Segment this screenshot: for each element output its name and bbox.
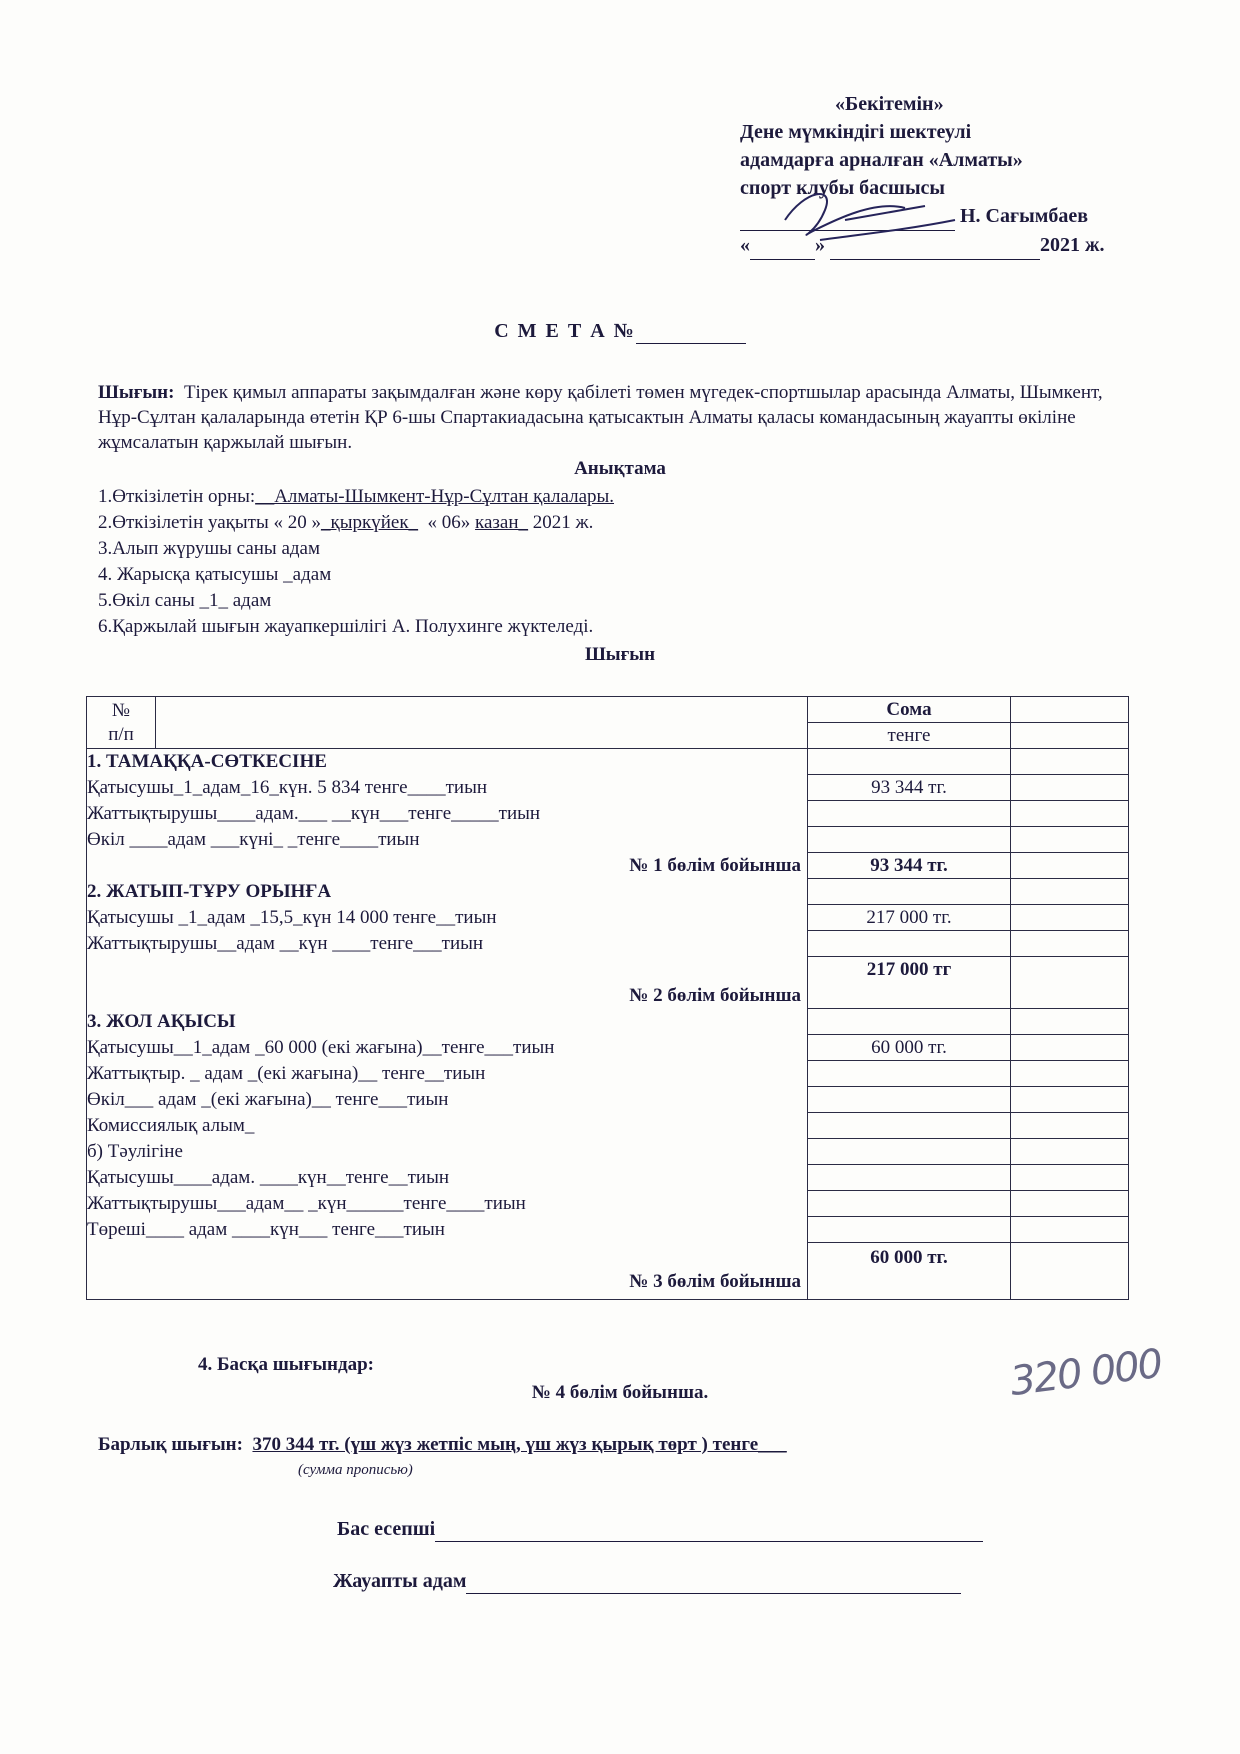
table-row (87, 957, 1129, 1009)
item1-value: __Алматы-Шымкент-Нұр-Сұлтан қалалары. (255, 486, 615, 507)
approval-line-3: адамдарға арналған «Алматы» (740, 149, 1023, 171)
section-1-row-1-amount: 93 344 тг. (808, 775, 1011, 801)
header-sum: Сома (808, 697, 1011, 723)
date-close-quote: » (815, 234, 825, 256)
item2-month-2: казан_ (475, 512, 529, 533)
purpose-paragraph (98, 380, 1130, 455)
reference-item-6: 6.Қаржылай шығын жауапкершілігі А. Полухинге жүктеледі. (98, 616, 594, 637)
section-3-row-6: Қатысушы____адам. ____күн__тенге__тиын (87, 1165, 808, 1191)
table-row (87, 1139, 1129, 1165)
reference-heading: Анықтама (574, 458, 666, 479)
header-extra-2 (1011, 723, 1129, 749)
table-row (87, 1243, 1129, 1300)
table-row (87, 749, 1129, 775)
section-3-total-label: № 3 бөлім бойынша (87, 1243, 808, 1300)
table-row (87, 879, 1129, 905)
table-row (87, 1165, 1129, 1191)
extra-cell (1011, 1061, 1129, 1087)
expenses-table (86, 696, 1129, 1300)
section-3-row-5: б) Тәулігіне (87, 1139, 808, 1165)
table-row (87, 1217, 1129, 1243)
reference-item-4: 4. Жарысқа қатысушы _адам (98, 564, 332, 585)
extra-cell (1011, 879, 1129, 905)
item2-mid: « 06» (427, 512, 471, 533)
extra-cell (1011, 1165, 1129, 1191)
section-1-row-1: Қатысушы_1_адам_16_күн. 5 834 тенге____тиын (87, 775, 808, 801)
section-3-row-2: Жаттықтыр. _ адам _(екі жағына)__ тенге__тиын (87, 1061, 808, 1087)
header-currency: тенге (808, 723, 1011, 749)
amount-cell (808, 749, 1011, 775)
section-3-row-1-amount: 60 000 тг. (808, 1035, 1011, 1061)
header-extra (1011, 697, 1129, 723)
header-description (156, 697, 808, 749)
section-3-row-7: Жаттықтырушы___адам__ _күн______тенге____тиын (87, 1191, 808, 1217)
amount-cell (808, 879, 1011, 905)
item5-label: 5.Өкіл саны (98, 590, 200, 611)
responsible-label: Жауапты адам (333, 1570, 467, 1592)
amount-cell (808, 1165, 1011, 1191)
header-no-1: № (111, 699, 131, 721)
document-title (0, 320, 1240, 344)
reference-item-2 (98, 510, 593, 536)
table-row (87, 827, 1129, 853)
date-open-quote: « (740, 234, 750, 256)
grand-total-label: Барлық шығын: (98, 1434, 243, 1455)
extra-cell (1011, 1087, 1129, 1113)
signature-scribble-icon (765, 180, 965, 250)
table-row (87, 931, 1129, 957)
extra-cell (1011, 1035, 1129, 1061)
section-1-row-2: Жаттықтырушы____адам.___ __күн___тенге_____тиын (87, 801, 808, 827)
table-row (87, 1087, 1129, 1113)
other-expenses-title: 4. Басқа шығындар: (198, 1354, 374, 1375)
extra-cell (1011, 1009, 1129, 1035)
expenses-heading: Шығын (584, 644, 656, 665)
amount-cell (808, 827, 1011, 853)
table-row (87, 1035, 1129, 1061)
purpose-label: Шығын: (98, 382, 175, 403)
section-2-row-1-amount: 217 000 тг. (808, 905, 1011, 931)
extra-cell (1011, 931, 1129, 957)
table-row (87, 801, 1129, 827)
extra-cell (1011, 905, 1129, 931)
purpose-text: Тірек қимыл аппараты зақымдалған және көру қабілеті төмен мүгедек-спортшылар арасында Алматы, Шымкент, Нұр-Сұлтан қалаларында өтетін ҚР 6-шы Спартакиадасына қатысактын Алматы қаласы командасының жауапты өкіліне жұмсалатын қаржылай шығын. (98, 382, 1103, 453)
extra-cell (1011, 1139, 1129, 1165)
amount-cell (808, 1191, 1011, 1217)
header-number (87, 697, 156, 749)
table-row (87, 1113, 1129, 1139)
reference-item-5 (98, 588, 271, 614)
sum-in-words-hint: (сумма прописью) (298, 1462, 413, 1478)
reference-item-1 (98, 484, 614, 510)
table-row (87, 853, 1129, 879)
approval-title: «Бекітемін» (835, 93, 944, 115)
section-2-total-amount: 217 000 тг (808, 957, 1011, 1009)
extra-cell (1011, 1191, 1129, 1217)
amount-cell (808, 1217, 1011, 1243)
title-text: С М Е Т А № (494, 320, 636, 342)
section-3-total-amount: 60 000 тг. (808, 1243, 1011, 1300)
amount-cell (808, 1009, 1011, 1035)
responsible-signature-line (333, 1570, 961, 1594)
accountant-label: Бас есепші (337, 1518, 436, 1540)
amount-cell (808, 1113, 1011, 1139)
section-1-total-amount: 93 344 тг. (808, 853, 1011, 879)
table-row (87, 905, 1129, 931)
extra-cell (1011, 775, 1129, 801)
item2-year: 2021 ж. (532, 512, 594, 533)
table-row (87, 1061, 1129, 1087)
header-no-2: п/п (108, 723, 134, 745)
section-1-total-label: № 1 бөлім бойынша (87, 853, 808, 879)
grand-total-value: 370 344 тг. (үш жүз жетпіс мың, үш жүз қырық төрт ) тенге___ (252, 1434, 787, 1455)
section-3-row-8: Төреші____ адам ____күн___ тенге___тиын (87, 1217, 808, 1243)
extra-cell (1011, 1217, 1129, 1243)
table-row (87, 1191, 1129, 1217)
amount-cell (808, 931, 1011, 957)
item1-label: 1.Өткізілетін орны: (98, 486, 256, 507)
table-header-row (87, 697, 1129, 723)
item2-month-1: _қыркүйек_ (320, 512, 419, 533)
section-2-total-label: № 2 бөлім бойынша (87, 957, 808, 1009)
amount-cell (808, 1087, 1011, 1113)
table-row (87, 1009, 1129, 1035)
section-2-row-2: Жаттықтырушы__адам __күн ____тенге___тиын (87, 931, 808, 957)
extra-cell (1011, 1243, 1129, 1300)
item5-value: _1_ (199, 590, 228, 611)
approval-line-4: спорт клубы басшысы (740, 177, 946, 199)
section-3-row-3: Өкіл___ адам _(екі жағына)__ тенге___тиын (87, 1087, 808, 1113)
section-1-title: 1. ТАМАҚҚА-СӨТКЕСІНЕ (87, 749, 808, 775)
section-2-title: 2. ЖАТЫП-ТҰРУ ОРЫНҒА (87, 879, 808, 905)
amount-cell (808, 1139, 1011, 1165)
extra-cell (1011, 801, 1129, 827)
extra-cell (1011, 827, 1129, 853)
extra-cell (1011, 1113, 1129, 1139)
handwritten-total: 320 000 (1007, 1340, 1164, 1406)
signatory-name: Н. Сағымбаев (960, 205, 1088, 227)
table-row (87, 775, 1129, 801)
grand-total-line (98, 1434, 787, 1456)
section-2-row-1: Қатысушы _1_адам _15,5_күн 14 000 тенге__тиын (87, 905, 808, 931)
section-3-row-1: Қатысушы__1_адам _60 000 (екі жағына)__тенге___тиын (87, 1035, 808, 1061)
section-3-title: 3. ЖОЛ АҚЫСЫ (87, 1009, 808, 1035)
part-4-total: № 4 бөлім бойынша. (531, 1382, 709, 1403)
extra-cell (1011, 957, 1129, 1009)
amount-cell (808, 801, 1011, 827)
reference-item-3: 3.Алып жүрушы саны адам (98, 538, 320, 559)
section-3-row-4: Комиссиялық алым_ (87, 1113, 808, 1139)
item5-unit: адам (228, 590, 272, 611)
approval-line-2: Дене мүмкіндігі шектеулі (740, 121, 972, 143)
section-1-row-3: Өкіл ____адам ___күні_ _тенге____тиын (87, 827, 808, 853)
approval-year: 2021 ж. (1040, 234, 1105, 256)
extra-cell (1011, 853, 1129, 879)
item2-label: 2.Өткізілетін уақыты « 20 » (98, 512, 321, 533)
accountant-signature-line (337, 1518, 983, 1542)
extra-cell (1011, 749, 1129, 775)
amount-cell (808, 1061, 1011, 1087)
